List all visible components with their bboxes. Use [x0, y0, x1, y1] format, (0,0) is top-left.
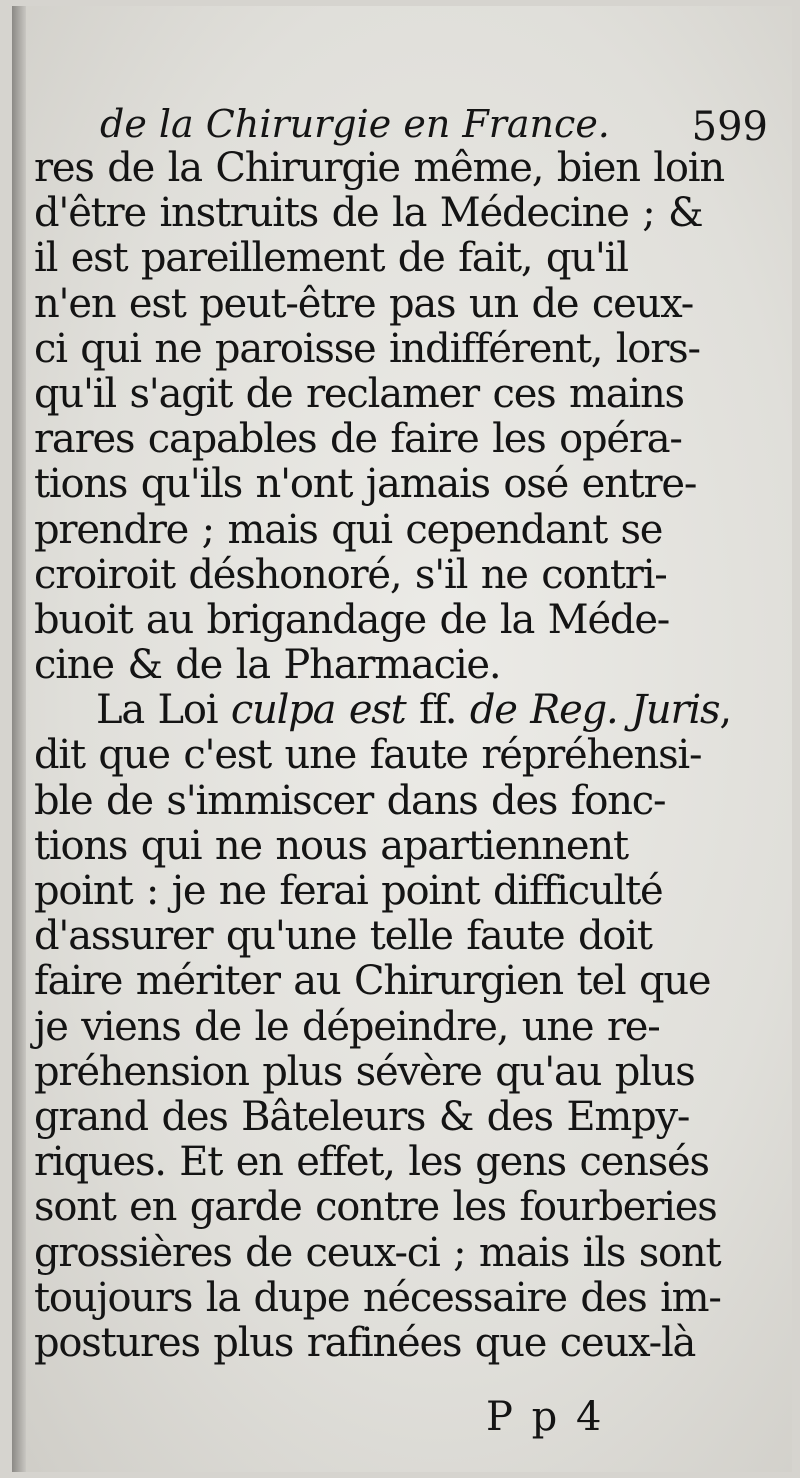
text-line: ble de s'immiscer dans des fonc-: [34, 777, 666, 824]
text-line: d'être instruits de la Médecine ; &: [34, 190, 703, 237]
signature-mark: P p 4: [486, 1394, 605, 1440]
running-head: de la Chirurgie en France.: [100, 102, 610, 146]
text-line: grossières de ceux-ci ; mais ils sont: [34, 1229, 721, 1276]
text-line: rares capables de faire les opéra-: [34, 416, 682, 463]
text-line: grand des Bâteleurs & des Empy-: [34, 1093, 690, 1140]
text-line: d'assurer qu'une telle faute doit: [34, 913, 652, 960]
text-line: il est pareillement de fait, qu'il: [34, 235, 628, 282]
text-line: tions qui ne nous apartiennent: [34, 822, 628, 869]
text-line: tions qu'ils n'ont jamais osé entre-: [34, 461, 697, 508]
text-line: croiroit déshonoré, s'il ne contri-: [34, 551, 667, 598]
text-line: prendre ; mais qui cependant se: [34, 506, 663, 553]
paragraph-opening-line: [34, 687, 731, 734]
latin-citation: culpa est: [230, 687, 406, 734]
text-line: dit que c'est une faute répréhensi-: [34, 732, 702, 779]
page-number: 599: [691, 104, 768, 150]
text-fragment: ff.: [405, 687, 470, 734]
body-text: [34, 145, 731, 1366]
text-line: postures plus rafinées que ceux-là: [34, 1319, 696, 1366]
text-line: cine & de la Pharmacie.: [34, 642, 501, 689]
text-line: n'en est peut-être pas un de ceux-: [34, 280, 694, 327]
book-page: [12, 6, 792, 1472]
text-line: point : je ne ferai point difficulté: [34, 868, 663, 914]
text-line: res de la Chirurgie même, bien loin: [34, 145, 724, 191]
text-line: riques. Et en effet, les gens censés: [34, 1139, 709, 1186]
text-line: préhension plus sévère qu'au plus: [34, 1048, 695, 1095]
text-line: faire mériter au Chirurgien tel que: [34, 958, 711, 1005]
text-line: je viens de le dépeindre, une re-: [34, 1003, 660, 1050]
latin-citation: de Reg. Juris: [469, 687, 720, 734]
text-fragment: ,: [719, 687, 731, 734]
text-fragment: La Loi: [96, 687, 231, 734]
page-spine-shadow: [12, 6, 26, 1472]
text-line: ci qui ne paroisse indifférent, lors-: [34, 325, 700, 372]
text-line: sont en garde contre les fourberies: [34, 1184, 717, 1231]
text-line: buoit au brigandage de la Méde-: [34, 596, 670, 643]
text-line: toujours la dupe nécessaire des im-: [34, 1274, 721, 1321]
text-line: qu'il s'agit de reclamer ces mains: [34, 370, 684, 417]
